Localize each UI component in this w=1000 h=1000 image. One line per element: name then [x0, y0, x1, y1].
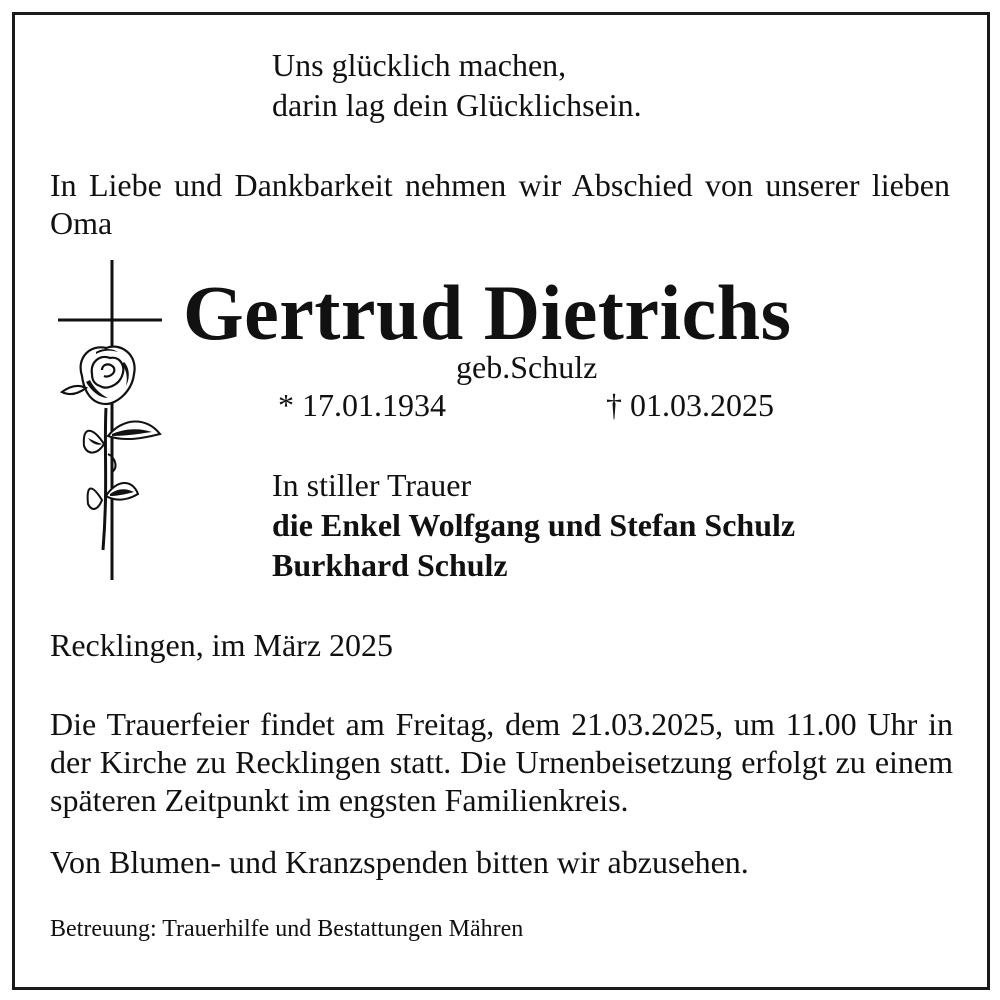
mourners-heading: In stiller Trauer [272, 467, 472, 503]
place-and-date: Recklingen, im März 2025 [50, 627, 394, 663]
cross-with-rose-icon [56, 258, 166, 588]
flowers-note: Von Blumen- und Kranzspenden bitten wir abzusehen. [50, 844, 749, 880]
care-provider: Betreuung: Trauerhilfe und Bestattungen Mähren [50, 916, 524, 942]
deceased-name: Gertrud Dietrichs [183, 269, 792, 356]
poem-line-1: Uns glücklich machen, [272, 47, 567, 83]
maiden-name: geb.Schulz [456, 349, 598, 385]
intro-text: In Liebe und Dankbarkeit nehmen wir Abschied von unserer lieben Oma [50, 167, 950, 241]
mourners-line-2: Burkhard Schulz [272, 547, 508, 583]
death-date: † 01.03.2025 [606, 387, 774, 423]
poem-line-2: darin lag dein Glücklichsein. [272, 87, 642, 123]
ceremony-text: Die Trauerfeier findet am Freitag, dem 21.03.2025, um 11.00 Uhr in der Kirche zu Recklingen statt. Die Urnenbeisetzung erfolgt zu einem späteren Zeitpunkt im engsten Familienkreis. [50, 706, 953, 818]
mourners-line-1: die Enkel Wolfgang und Stefan Schulz [272, 507, 796, 543]
birth-date: * 17.01.1934 [278, 387, 446, 423]
